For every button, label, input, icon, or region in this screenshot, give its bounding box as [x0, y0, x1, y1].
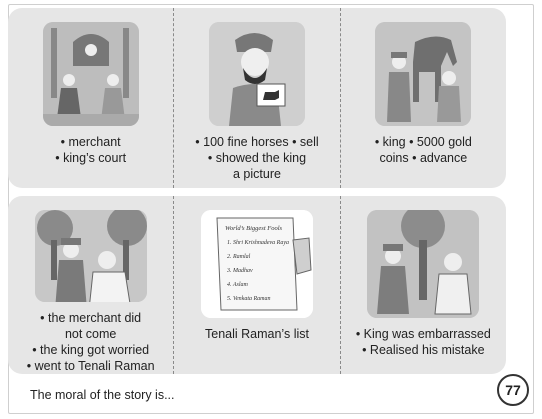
page-number-badge: [497, 374, 529, 406]
story-row-2: [8, 196, 506, 374]
caption-line: Tenali Raman’s list: [205, 327, 309, 341]
story-panel-3: [340, 8, 506, 188]
panel-caption: [27, 310, 155, 374]
caption-line: • the merchant did: [40, 311, 142, 325]
king-embarrassed-illustration: [367, 210, 479, 318]
caption-line: • showed the king: [207, 151, 307, 165]
list-item: 3. Madhav: [226, 268, 253, 274]
story-panel-4: [8, 196, 173, 374]
list-item: 2. Ramlal: [226, 254, 251, 260]
king-and-tenali-illustration: [35, 210, 147, 302]
panel-caption: [356, 326, 491, 358]
panel-caption: [55, 134, 126, 166]
list-item: 1. Shri Krishnadeva Raya: [226, 240, 289, 246]
list-item: 5. Venkata Raman: [226, 296, 271, 302]
story-panel-1: [8, 8, 173, 188]
page-number: 77: [505, 382, 521, 398]
panel-caption: [375, 134, 472, 166]
list-title: World’s Biggest Fools: [224, 225, 283, 232]
caption-line: • 100 fine horses • sell: [195, 135, 319, 149]
list-item: 4. Aslam: [226, 282, 248, 288]
caption-line: a picture: [233, 167, 281, 181]
caption-line: • the king got worried: [32, 343, 150, 357]
caption-line: • king • 5000 gold: [374, 135, 472, 149]
panel-caption: [205, 326, 309, 342]
story-panel-2: [173, 8, 339, 188]
caption-line: • merchant: [60, 135, 121, 149]
caption-line: not come: [64, 327, 117, 341]
caption-line: coins • advance: [379, 151, 468, 165]
king-court-illustration: [43, 22, 139, 126]
story-panel-6: [340, 196, 506, 374]
story-row-1: [8, 8, 506, 188]
king-with-horse-illustration: [375, 22, 471, 126]
panel-caption: [195, 134, 318, 182]
caption-line: • went to Tenali Raman: [26, 359, 155, 373]
story-panel-5: [173, 196, 339, 374]
caption-line: • king’s court: [55, 151, 127, 165]
fools-list-illustration: [201, 210, 313, 318]
merchant-with-picture-illustration: [209, 22, 305, 126]
caption-line: • Realised his mistake: [362, 343, 485, 357]
moral-prompt: The moral of the story is...: [30, 388, 175, 402]
caption-line: • King was embarrassed: [355, 327, 491, 341]
